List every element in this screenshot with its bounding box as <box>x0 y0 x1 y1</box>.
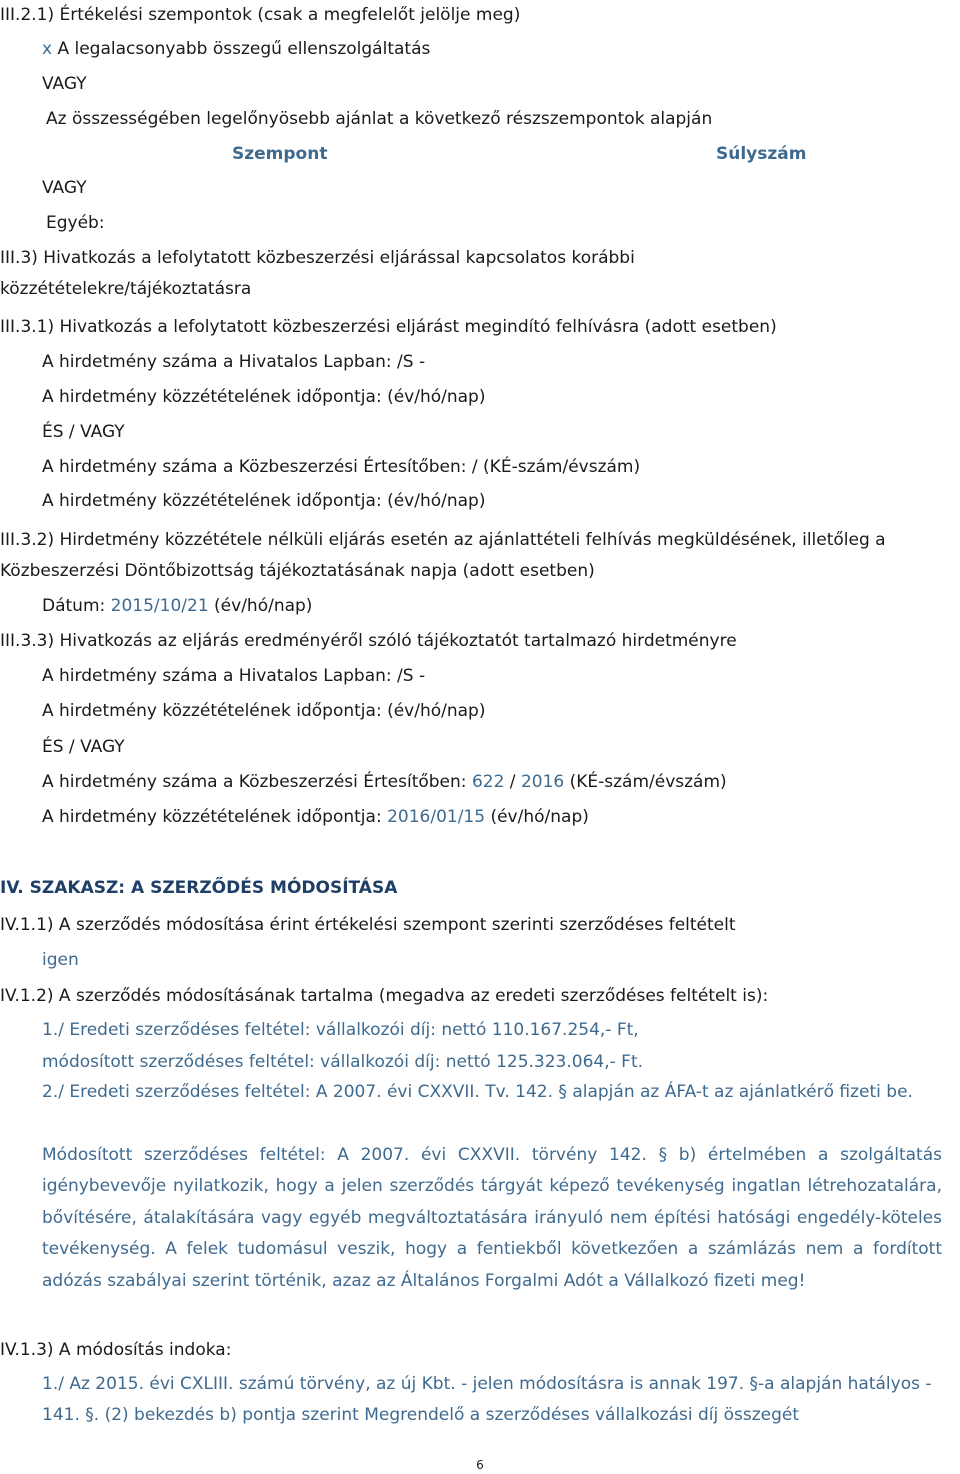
and-or-separator: ÉS / VAGY <box>42 737 125 757</box>
option-best-value: Az összességében legelőnyösebb ajánlat a következő részszempontok alapján <box>46 109 713 129</box>
oj-notice-number: A hirdetmény száma a Hivatalos Lapban: /S - <box>42 352 426 372</box>
section-header-iii-3-3: III.3.3) Hivatkozás az eljárás eredményéről szóló tájékoztatót tartalmazó hirdetményre <box>0 631 737 651</box>
ke-notice-number: A hirdetmény száma a Közbeszerzési Értesítőben: / (KÉ-szám/évszám) <box>42 457 641 477</box>
and-or-separator: ÉS / VAGY <box>42 422 125 442</box>
section-header-iii-2-1: III.2.1) Értékelési szempontok (csak a megfelelőt jelölje meg) <box>0 5 521 25</box>
ke-notice-number: A hirdetmény száma a Közbeszerzési Értesítőben: 622 / 2016 (KÉ-szám/évszám) <box>42 772 727 792</box>
question-iv-1-2: IV.1.2) A szerződés módosításának tartalma (megadva az eredeti szerződéses feltételt is): <box>0 986 769 1006</box>
answer-iv-1-1: igen <box>42 950 79 970</box>
section-header-iii-3-cont: közzétételekre/tájékoztatásra <box>0 279 252 299</box>
ke-year-value: 2016 <box>520 772 565 792</box>
option-other: Egyéb: <box>46 213 105 233</box>
date-row: Dátum: 2015/10/21 (év/hó/nap) <box>42 596 313 616</box>
question-iv-1-3: IV.1.3) A módosítás indoka: <box>0 1340 232 1360</box>
section-header-iii-3-2-cont: Közbeszerzési Döntőbizottság tájékoztatásának napja (adott esetben) <box>0 561 595 581</box>
oj-notice-number: A hirdetmény száma a Hivatalos Lapban: /S - <box>42 666 426 686</box>
column-header-weight: Súlyszám <box>716 144 807 164</box>
publication-date-value: 2016/01/15 <box>387 807 486 827</box>
modification-new-vat: Módosított szerződéses feltétel: A 2007. évi CXXVII. törvény 142. § b) értelmében a szolgáltatás igénybevevője nyilatkozik, hogy a jelen szerződés tárgyát képező tevékenység ingatlan létrehozatalára, bővítésére, átalakítására vagy egyéb megváltoztatására irányuló nem építési hatósági engedély-köteles tevékenység. A felek tudomásul veszik, hogy a fentiekből következően a számlázás nem a fordított adózás szabályai szerint történik, azaz az Általános Forgalmi Adót a Vállalkozó fizeti meg! <box>42 1145 942 1291</box>
section-header-iii-3-1: III.3.1) Hivatkozás a lefolytatott közbeszerzési eljárást megindító felhívásra (adott esetben) <box>0 317 777 337</box>
modification-reason: 1./ Az 2015. évi CXLIII. számú törvény, az új Kbt. - jelen módosításra is annak 197. §-a alapján hatályos - 141. §. (2) bekezdés b) pontja szerint Megrendelő a szerződéses vállalkozási díj összegét <box>42 1374 932 1426</box>
ke-number-value: 622 <box>471 772 505 792</box>
section-title-iv: IV. SZAKASZ: A SZERZŐDÉS MÓDOSÍTÁSA <box>0 878 398 898</box>
page-number: 6 <box>476 1458 484 1472</box>
or-separator: VAGY <box>42 178 87 198</box>
selection-mark: x <box>42 39 53 59</box>
ke-publication-date: A hirdetmény közzétételének időpontja: 2016/01/15 (év/hó/nap) <box>42 807 589 827</box>
ke-publication-date: A hirdetmény közzétételének időpontja: (év/hó/nap) <box>42 491 486 511</box>
modification-original-vat: 2./ Eredeti szerződéses feltétel: A 2007. évi CXXVII. Tv. 142. § alapján az ÁFA-t az ajánlatkérő fizeti be. <box>42 1082 913 1102</box>
date-value: 2015/10/21 <box>110 596 209 616</box>
modification-new-fee: módosított szerződéses feltétel: vállalkozói díj: nettó 125.323.064,- Ft. <box>42 1052 644 1072</box>
question-iv-1-1: IV.1.1) A szerződés módosítása érint értékelési szempont szerinti szerződéses feltételt <box>0 915 736 935</box>
section-header-iii-3: III.3) Hivatkozás a lefolytatott közbeszerzési eljárással kapcsolatos korábbi <box>0 248 635 268</box>
section-header-iii-3-2: III.3.2) Hirdetmény közzététele nélküli eljárás esetén az ajánlattételi felhívás megküldésének, illetőleg a <box>0 530 886 550</box>
column-header-criterion: Szempont <box>232 144 328 164</box>
option-lowest-price: x A legalacsonyabb összegű ellenszolgáltatás <box>42 39 431 59</box>
oj-publication-date: A hirdetmény közzétételének időpontja: (év/hó/nap) <box>42 387 486 407</box>
or-separator: VAGY <box>42 74 87 94</box>
modification-original-fee: 1./ Eredeti szerződéses feltétel: vállalkozói díj: nettó 110.167.254,- Ft, <box>42 1020 639 1040</box>
oj-publication-date: A hirdetmény közzétételének időpontja: (év/hó/nap) <box>42 701 486 721</box>
